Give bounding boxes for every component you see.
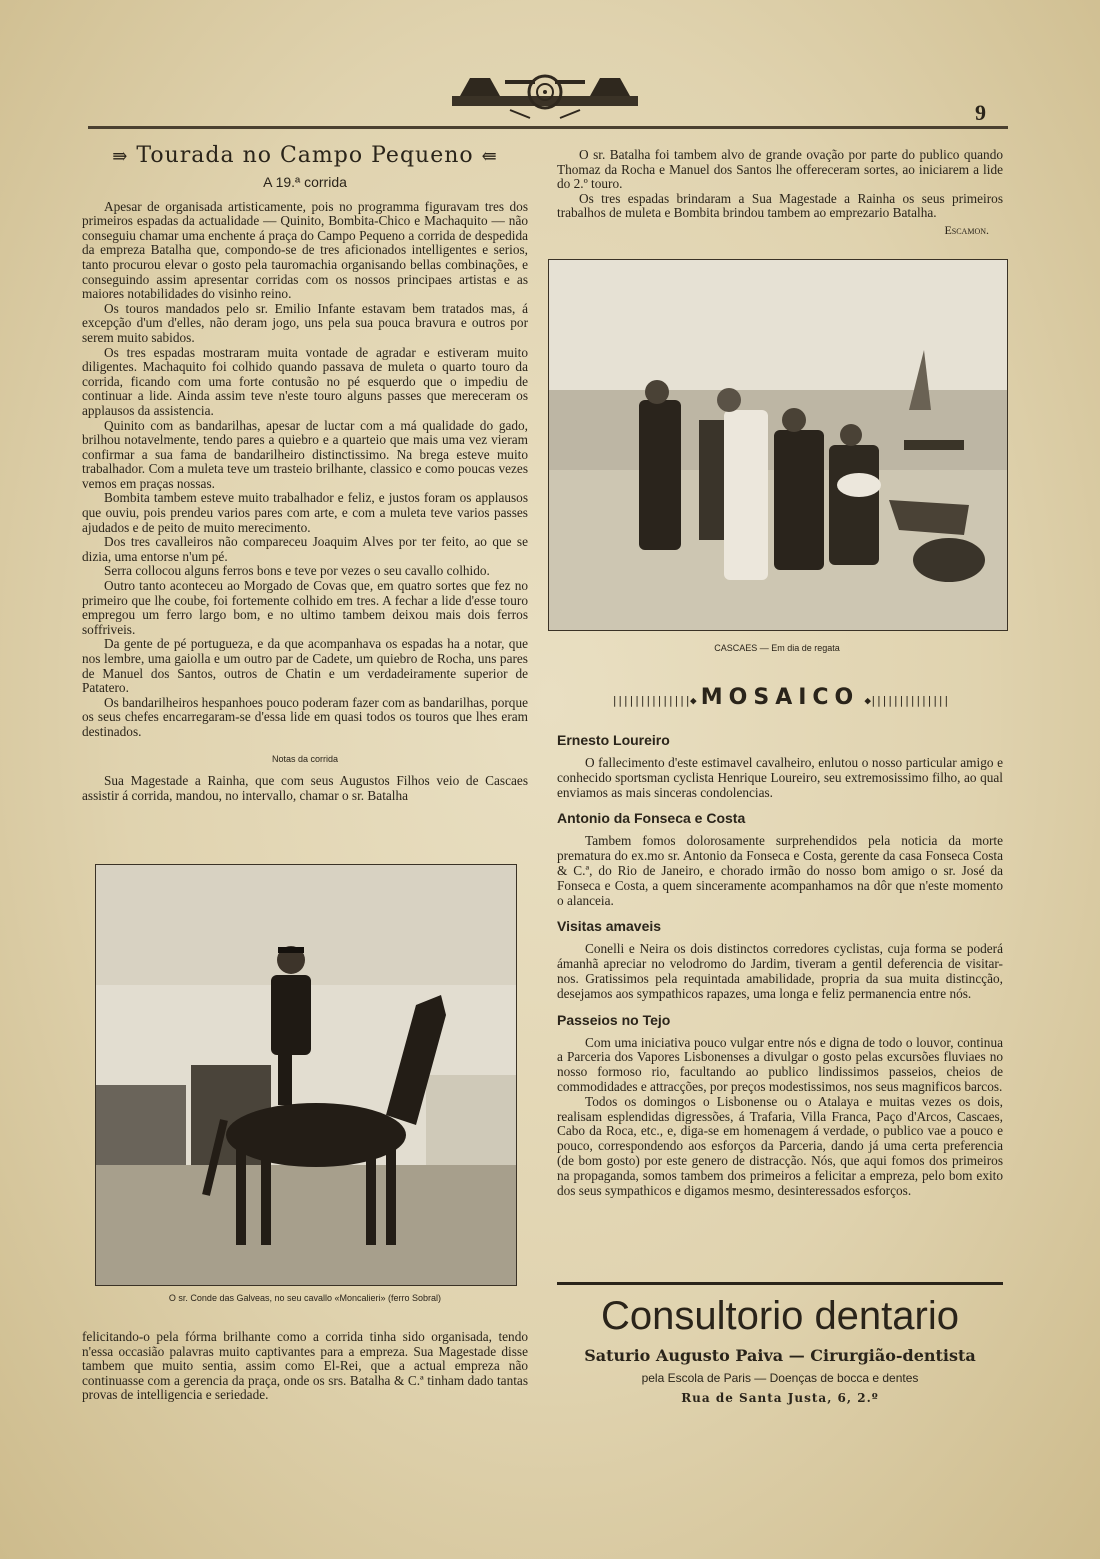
dentist-advertisement	[557, 1290, 1003, 1405]
paragraph: Dos tres cavalleiros não compareceu Joaquim Alves por ter feito, ao que se dizia, uma entorse n'um pé.	[82, 534, 528, 564]
paragraph: Os tres espadas brindaram a Sua Magestade a Rainha os seus primeiros trabalhos de muleta e Bombita brindou tambem ao emprezario Batalha.	[557, 190, 1003, 221]
paragraph: Bombita tambem esteve muito trabalhador e feliz, e justos foram os applausos que ouviu, pois prendeu varios pares com arte, e com a muleta teve varios passes ajudados e de peito de muito merecimento.	[82, 490, 528, 535]
conde-photo-caption: O sr. Conde das Galveas, no seu cavallo «Moncalieri» (ferro Sobral)	[168, 1293, 442, 1303]
news-heading: Passeios no Tejo	[557, 1011, 671, 1028]
paragraph: O sr. Batalha foi tambem alvo de grande ovação por parte do publico quando Thomaz da Rocha e Manuel dos Santos lhe offereceram sortes, ao iniciarem a lide do 2.º touro.	[557, 147, 1003, 192]
right-column	[557, 148, 1003, 238]
notes-heading: Notas da corrida	[271, 753, 339, 764]
paragraph: Quinito com as bandarilhas, apesar de luctar com a má qualidade do gado, brilhou notavelmente, tendo pares a quiebro e a quarteio que mais uma vez vieram confirmar a sua fama de bandarilheiro distinctissimo. Na brega esteve muito trabalhador. Com a muleta teve um trasteio brilhante, classico e como poucas vezes vemos em praças nossas.	[82, 417, 528, 491]
article-title	[82, 142, 528, 171]
paragraph: Da gente de pé portugueza, e da que acompanhava os espadas ha a notar, que nos lembre, uma gaiolla e um outro par de Cadete, um quiebro de Rocha, uns pares de Manuel dos Santos, outros de Chatin e um verdadeiramente superior de Patatero.	[82, 636, 528, 696]
news-heading: Ernesto Loureiro	[557, 732, 670, 748]
paragraph: Serra collocou alguns ferros bons e teve por vezes o seu cavallo colhido.	[104, 563, 490, 579]
article-subtitle: A 19.ª corrida	[263, 174, 347, 190]
masthead-logo	[450, 68, 640, 120]
news-heading: Antonio da Fonseca e Costa	[557, 810, 746, 827]
mosaico-title: MOSAICO	[700, 685, 860, 710]
news-text: Tambem fomos dolorosamente surprehendidos pela noticia da morte prematura do ex.mo sr. Antonio da Fonseca e Costa, gerente da casa Fonseca Costa & C.ª, do Rio de Janeiro, e chorado irmão do nosso bom amigo o sr. José da Fonseca e Costa, a quem sinceramente acompanhamos na dôr que n'este momento o alanceia.	[557, 833, 1003, 908]
conde-horse-photo	[95, 864, 517, 1286]
mosaico-header	[557, 685, 1003, 710]
ad-dentist-name: Saturio Augusto Paiva — Cirurgião-dentista	[584, 1346, 976, 1365]
paragraph: Apesar de organisada artisticamente, pois no programma figuravam tres dos primeiros espadas da actualidade — Quinito, Bombita-Chico e Machaquito — não conseguiu chamar uma enchente á praça do Campo Pequeno a corrida de despedida da empreza Batalha que, compondo-se de tres aficionados intelligentes e serios, tanto procurou elevar o gosto pela tauromachia organisando bellas combinações, e conseguindo assim apresentar corridas com os nossos principaes artistas e as maiores notabilidades do visinho reino.	[82, 198, 528, 302]
paragraph: Os touros mandados pelo sr. Emilio Infante estavam bem tratados mas, á excepção d'um d'elles, não deram jogo, uns pela sua pouca bravura e outros por serem muito sabidos.	[82, 300, 528, 345]
paragraph: felicitando-o pela fórma brilhante como a corrida tinha sido organisada, tendo n'essa occasião palavras muito captivantes para a empreza. Sua Magestade disse tambem que muito sentia, assim como El-Rei, que a actual empreza não continuasse com a gerencia da praça, onde os srs. Batalha & C.ª tinham dado tantas provas de intelligencia e seriedade.	[82, 1329, 528, 1403]
ad-description: pela Escola de Paris — Doenças de bocca e dentes	[641, 1371, 919, 1385]
page-number: 9	[975, 100, 986, 125]
paragraph: Outro tanto aconteceu ao Morgado de Covas que, em quatro sortes que fez no primeiro que lhe coube, foi fortemente colhido em tres. A fechar a lide d'esse touro empregou um ferro largo bom, e no ultimo tambem deixou mais dois ferros soffriveis.	[82, 578, 528, 637]
paragraph: Sua Magestade a Rainha, que com seus Augustos Filhos veio de Cascaes assistir á corrida, mandou, no intervallo, chamar o sr. Batalha	[82, 773, 528, 803]
ad-address: Rua de Santa Justa, 6, 2.º	[681, 1391, 879, 1405]
paragraph: Os tres espadas mostraram muita vontade de agradar e estiveram muito diligentes. Machaquito foi colhido quando passava de muleta o quarto touro da corrida, ficando com uma forte contusão no pé esquerdo que o impediu de continuar a lide. Ainda assim teve n'este touro alguns passes que mereceram os applausos da assistencia.	[82, 344, 528, 418]
cascaes-photo-caption: CASCAES — Em dia de regata	[714, 643, 840, 653]
article-title-text: Tourada no Campo Pequeno	[136, 143, 474, 168]
mosaico-section	[557, 722, 1003, 1198]
left-ornament-icon: ||||||||||||||◆	[611, 694, 696, 707]
paragraph: Os bandarilheiros hespanhoes pouco poderam fazer com as bandarilhas, porque os seus chefes encarregaram-se d'essa lide em quasi todos os touros que lhes eram destinados.	[82, 694, 528, 739]
right-flourish-icon: ⇚	[481, 146, 498, 167]
header-rule	[88, 126, 1008, 129]
left-flourish-icon: ⇛	[112, 146, 129, 167]
news-text: Todos os domingos o Lisbonense ou o Atalaya e muitas vezes os dois, realisam esplendidas digressões, á Trafaria, Villa Franca, Paço d'Arcos, Cascaes, Cabo da Roca, etc., e, diga-se em homenagem á verdade, o publico vae a pouco e pouco, correspondendo aos esforços da Parceria, dando já uma certa preferencia (de bom gosto) por este genero de distracção. Nós, que aqui fomos dos primeiros na propaganda, somos tambem dos primeiros a felicitar a empreza, pelo bom exito dos seus sympathicos e digamos mesmo, desinteressados esforços.	[557, 1093, 1003, 1198]
cascaes-regatta-photo	[548, 259, 1008, 631]
right-ornament-icon: ◆||||||||||||||	[864, 694, 949, 707]
news-text: O fallecimento d'este estimavel cavalheiro, enlutou o nosso particular amigo e conhecido sportsman cyclista Henrique Loureiro, seu extremosissimo filho, ao qual enviamos as mais sinceras condolencias.	[557, 755, 1003, 800]
left-column	[82, 142, 528, 803]
continuation-text	[82, 1330, 528, 1403]
ad-title: Consultorio dentario	[601, 1294, 959, 1338]
news-text: Com uma iniciativa pouco vulgar entre nós e digna de todo o louvor, continua a Parceria dos Vapores Lisbonenses a divulgar o gosto pelas excursões fluviaes no nosso formoso rio, facultando ao publico lindissimos passeios, cheios de commodidades e attracções, por preços modestissimos, nos seus magnificos barcos.	[557, 1034, 1003, 1094]
article-signature: Escamon.	[944, 222, 989, 237]
ad-rule	[557, 1282, 1003, 1285]
news-text: Conelli e Neira os dois distinctos corredores cyclistas, cuja forma se poderá ámanhã apreciar no velodromo do Jardim, tiveram a gentil deferencia de visitar-nos. Gratissimos pela requintada amabilidade, propria da sua muita distincção, desejamos aos sympathicos rapazes, uma longa e feliz permanencia entre nós.	[557, 941, 1003, 1001]
news-heading: Visitas amaveis	[557, 918, 662, 935]
